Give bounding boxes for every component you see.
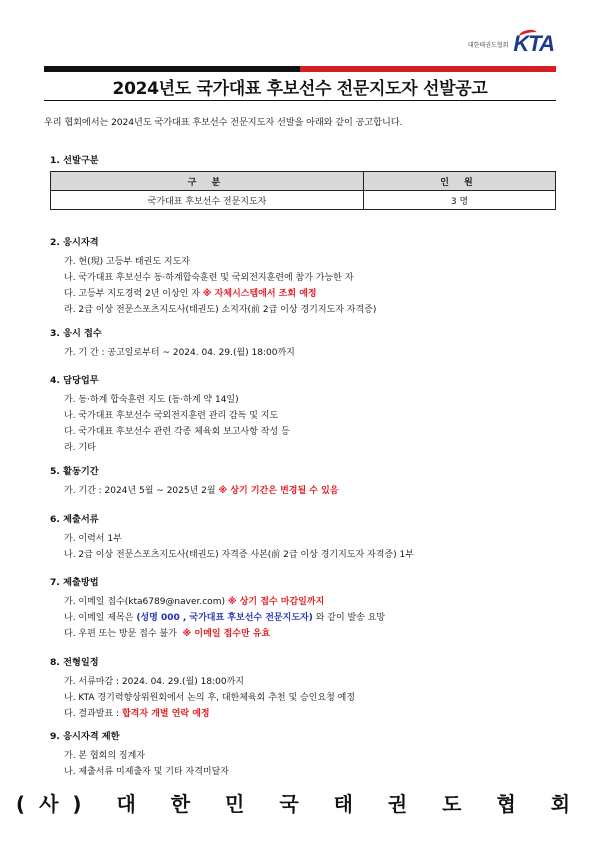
page-title: 2024년도 국가대표 후보선수 전문지도자 선발공고	[112, 79, 488, 99]
list-item: 나. 국가대표 후보선수 동·하계합숙훈련 및 국외전지훈련에 참가 가능한 자	[64, 273, 354, 283]
list-item: 다. 우편 또는 방문 접수 불가 ※ 이메일 접수만 유효	[64, 629, 271, 639]
list-item: 라. 2급 이상 전문스포츠지도사(태권도) 소지자(前 2급 이상 경기지도자 자격증)	[64, 305, 377, 315]
list-item: 가. 서류마감 : 2024. 04. 29.(월) 18:00까지	[64, 677, 244, 687]
list-item: 다. 국가대표 후보선수 관련 각종 체육회 보고사항 작성 등	[64, 427, 290, 437]
table-row	[51, 191, 556, 210]
section-selection	[50, 152, 99, 172]
list-item: 가. 동·하계 합숙훈련 지도 (동·하계 약 14일)	[64, 395, 239, 405]
red-note: ※ 이메일 접수만 유효	[182, 629, 271, 639]
section-application	[50, 325, 295, 361]
list-item: 라. 기타	[64, 443, 96, 453]
list-item: 가. 이메일 접수(kta6789@naver.com) ※ 상기 접수 마감일까지	[64, 597, 325, 607]
section-heading: 8. 전형일정	[50, 657, 99, 668]
table-cell-count: 3 명	[364, 191, 556, 210]
kta-logo-mark: KTA	[513, 33, 554, 55]
blue-note: (성명 000 , 국가대표 후보선수 전문지도자)	[136, 613, 313, 623]
table-header-count: 인 원	[364, 172, 556, 191]
title-rule-top-red	[300, 66, 556, 72]
list-item: 나. 국가대표 후보선수 국외전지훈련 관리 감독 및 지도	[64, 411, 279, 421]
logo-org-text: 대한태권도협회	[467, 41, 509, 49]
list-item: 다. 결과발표 : 합격자 개별 연락 예정	[64, 709, 210, 719]
kta-logo	[468, 32, 554, 56]
section-duties	[50, 372, 290, 456]
section-restrictions	[50, 728, 229, 780]
table-cell-category: 국가대표 후보선수 전문지도자	[51, 191, 364, 210]
table-header-category: 구 분	[51, 172, 364, 191]
intro-text: 우리 협회에서는 2024년도 국가대표 후보선수 전문지도자 선발을 아래와 같이 공고합니다.	[44, 117, 403, 128]
list-item: 가. 기간 : 2024년 5월 ~ 2025년 2월 ※ 상기 기간은 변경될 수 있음	[64, 486, 339, 496]
section-heading: 3. 응시 접수	[50, 328, 102, 339]
list-item: 나. KTA 경기력향상위원회에서 논의 후, 대한체육회 추천 및 승인요청 예정	[64, 693, 356, 703]
list-item: 다. 고등부 지도경력 2년 이상인 자 ※ 자체시스템에서 조회 예정	[64, 289, 317, 299]
red-note: 합격자 개별 연락 예정	[121, 709, 210, 719]
table-header-row	[51, 172, 556, 191]
list-item: 나. 이메일 제목은 (성명 000 , 국가대표 후보선수 전문지도자) 와 같이 발송 요망	[64, 613, 386, 623]
section-documents	[50, 511, 414, 563]
list-item: 가. 기 간 : 공고일로부터 ~ 2024. 04. 29.(월) 18:00까지	[64, 348, 295, 358]
selection-table	[50, 171, 556, 210]
list-item: 가. 현(現) 고등부 태권도 지도자	[64, 257, 190, 267]
section-heading: 4. 담당업무	[50, 375, 99, 386]
red-note: ※ 자체시스템에서 조회 예정	[202, 289, 317, 299]
red-note: ※ 상기 기간은 변경될 수 있음	[218, 486, 339, 496]
list-item: 가. 이력서 1부	[64, 534, 122, 544]
list-item: 나. 제출서류 미제출자 및 기타 자격미달자	[64, 767, 229, 777]
section-heading: 6. 제출서류	[50, 514, 99, 525]
section-period	[50, 463, 339, 499]
title-rule-bottom	[44, 100, 556, 101]
section-submission	[50, 574, 385, 642]
list-item: 가. 본 협회의 징계자	[64, 751, 145, 761]
section-qualification	[50, 234, 376, 318]
red-note: ※ 상기 접수 마감일까지	[227, 597, 325, 607]
section-heading: 7. 제출방법	[50, 577, 99, 588]
section-heading: 1. 선발구분	[50, 155, 99, 166]
section-heading: 9. 응시자격 제한	[50, 731, 120, 742]
section-heading: 5. 활동기간	[50, 466, 99, 477]
footer-org-name: (사) 대 한 민 국 태 권 도 협 회	[15, 792, 585, 816]
section-heading: 2. 응시자격	[50, 237, 99, 248]
list-item: 나. 2급 이상 전문스포츠지도사(태권도) 자격증 사본(前 2급 이상 경기지도자 자격증) 1부	[64, 550, 414, 560]
section-schedule	[50, 654, 355, 722]
